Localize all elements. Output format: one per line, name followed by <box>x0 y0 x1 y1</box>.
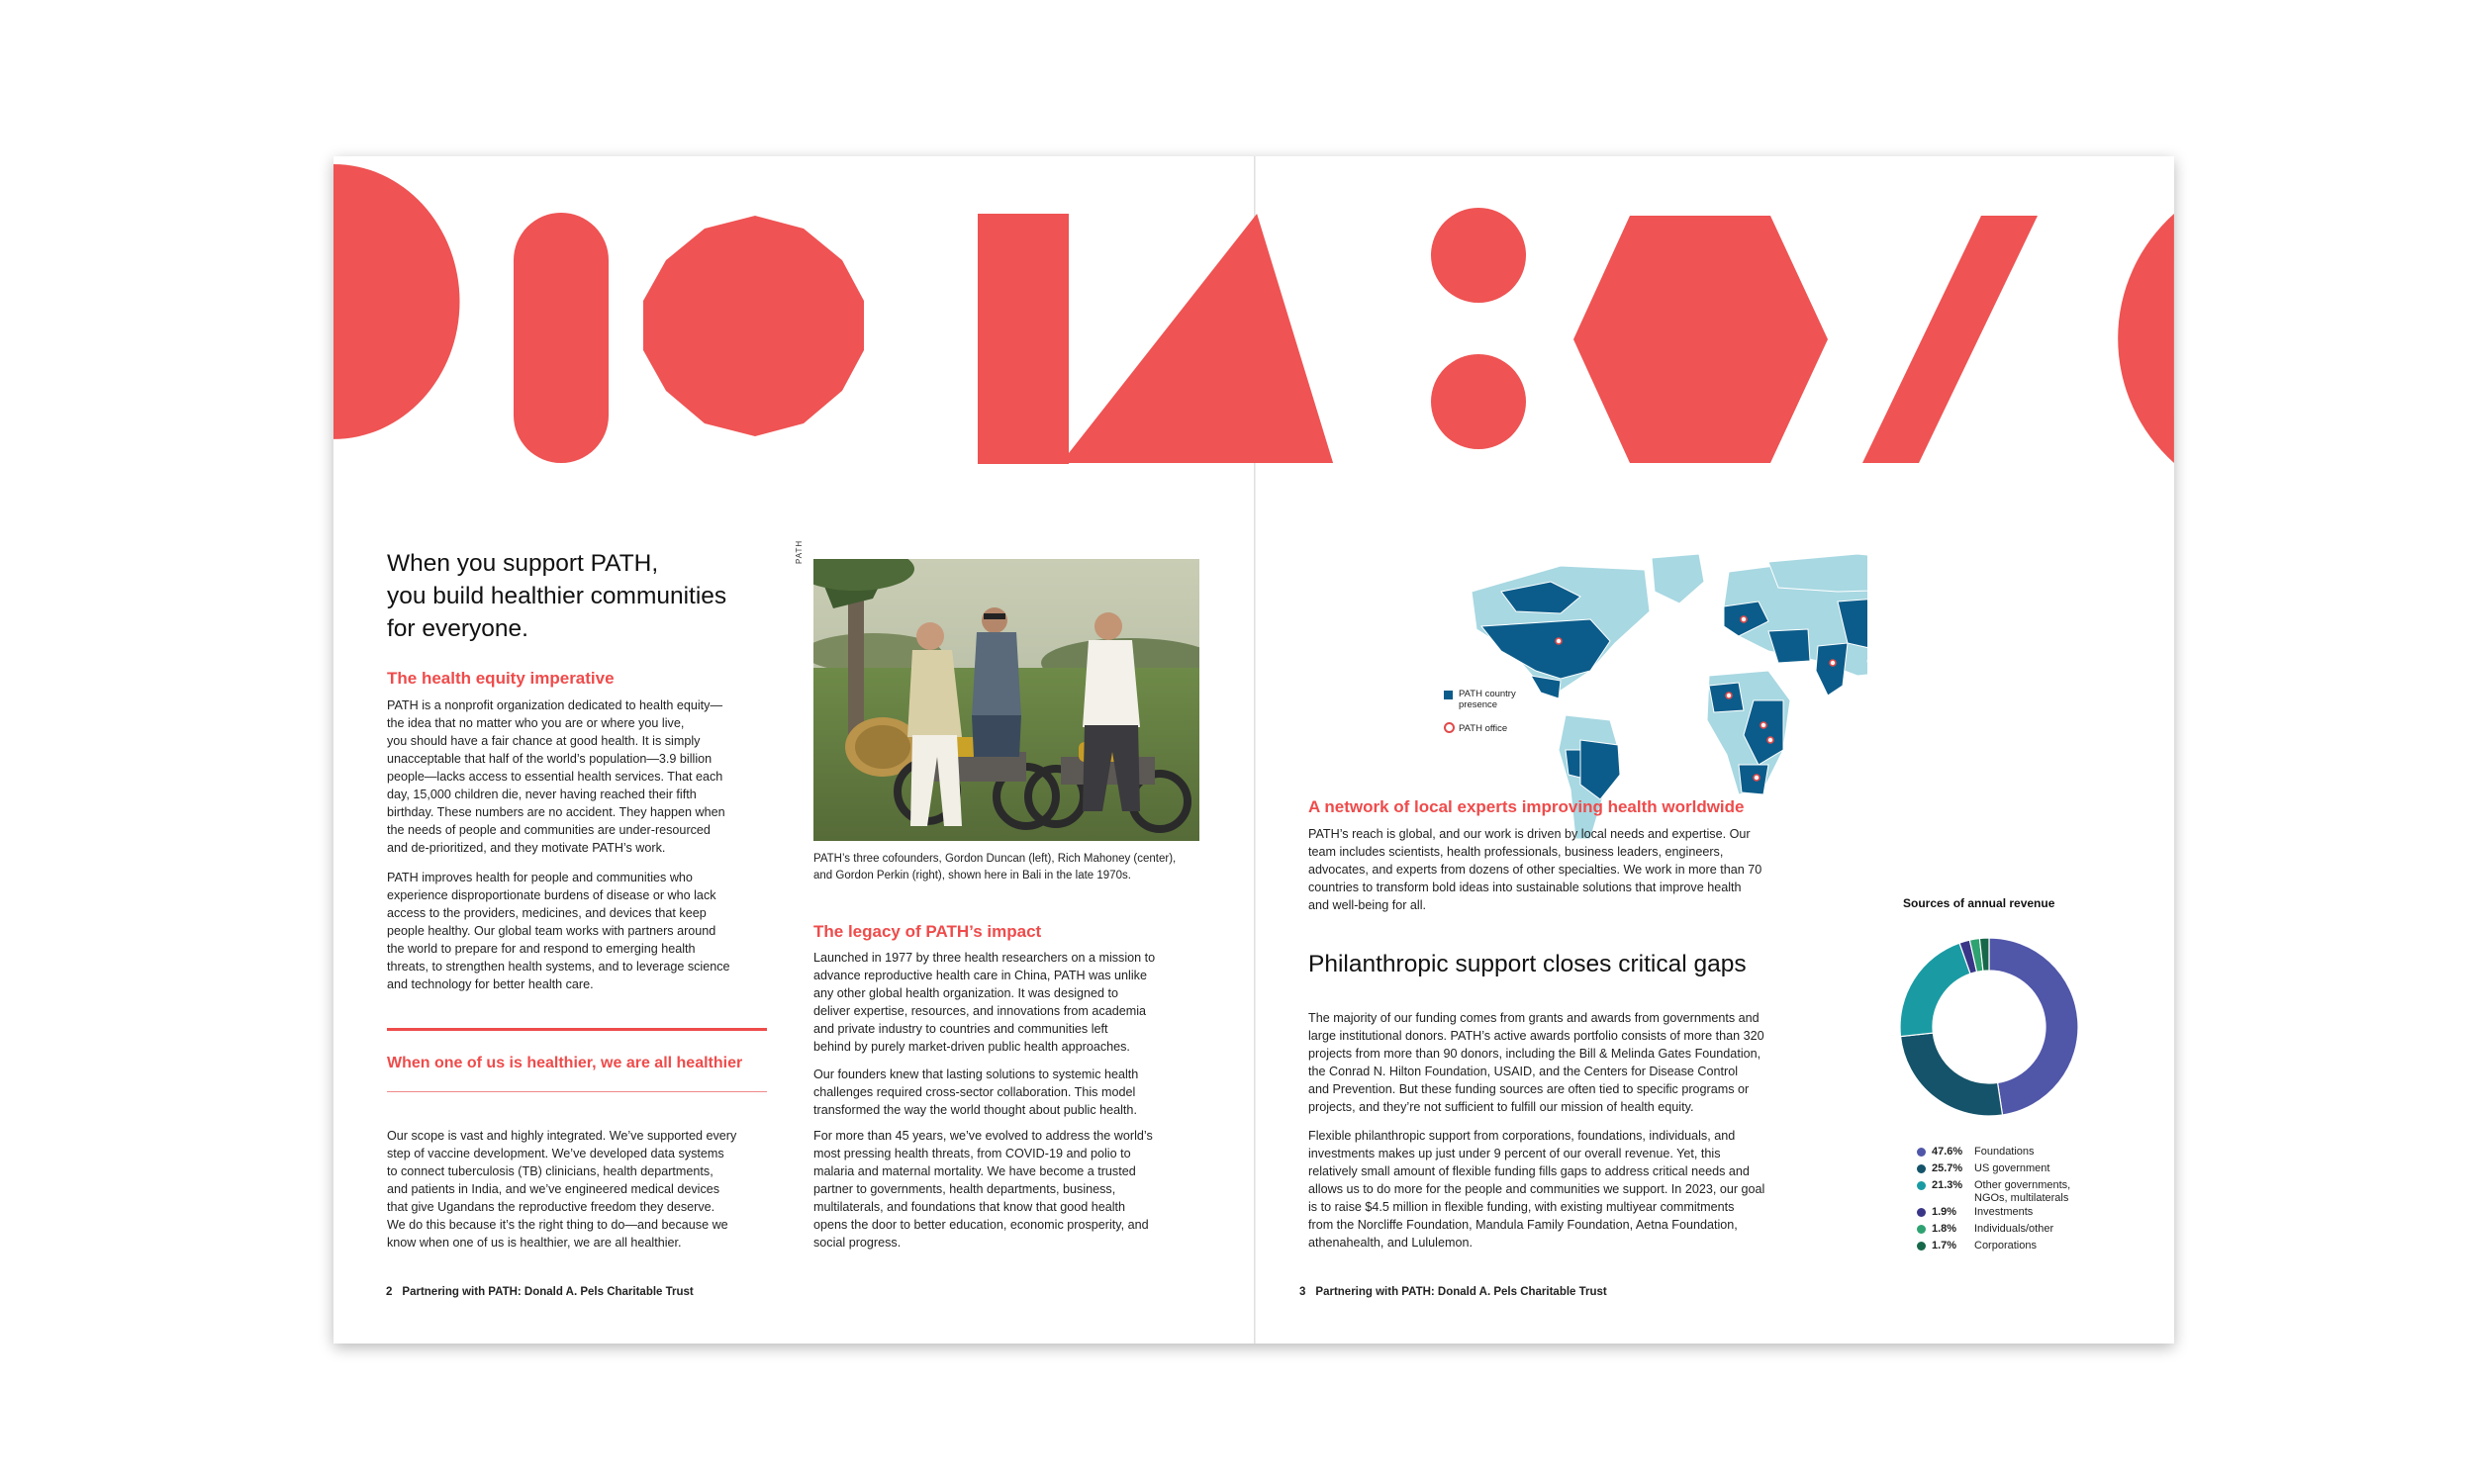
map-office-marker <box>1754 775 1760 781</box>
health-equity-paragraph-2: PATH improves health for people and communities who experience disproportionate burdens of disease or who lack access to the providers, medicines, and devices that keep people healthy. Our global team works with partners around the world to prepare for and respond to emerging health threats, to strengthen health systems, and to leverage science and technology for better health care. <box>387 871 730 991</box>
map-legend-office-marker <box>1444 722 1455 733</box>
map-office-marker <box>1726 693 1732 698</box>
legend-percent: 1.7% <box>1932 1240 1957 1252</box>
page-number: 2 <box>386 1286 393 1298</box>
donut-slice-other-governments-ngos-multilaterals <box>1900 943 1970 1036</box>
footer-title: Partnering with PATH: Donald A. Pels Charitable Trust <box>402 1286 694 1298</box>
map-legend-presence-label: PATH country presence <box>1459 689 1516 710</box>
network-paragraph: PATH’s reach is global, and our work is driven by local needs and expertise. Our team includes scientists, health professionals, business leaders, engineers, advocates, and experts from dozens of other specialties. We work in more than 70 countries to transform bold ideas into sustainable solutions that improve health and well-being for all. <box>1308 827 1762 912</box>
map-russia <box>1768 554 1867 592</box>
legend-percent: 47.6% <box>1932 1146 1963 1158</box>
map-office-marker <box>1760 722 1766 728</box>
pull-quote-bottom-rule <box>387 1091 767 1092</box>
map-legend-office-label: PATH office <box>1459 723 1508 734</box>
left-page-footer <box>386 1286 694 1298</box>
map-india <box>1816 643 1848 696</box>
revenue-donut-chart <box>1895 933 2083 1121</box>
right-page-footer <box>1299 1286 1607 1298</box>
map-office-marker <box>1767 737 1773 743</box>
philanthropy-paragraph-2: Flexible philanthropic support from corporations, foundations, individuals, and investments makes up just under 9 percent of our overall revenue. Yet, this relatively small amount of flexible funding fills gaps to address critical needs and allows us to do more for the people and communities we support. In 2023, our goal is to raise $4.5 million in flexible funding, with existing multiyear commitments from the Norcliffe Foundation, Mandula Family Foundation, Aetna Foundation, athenahealth, and Lululemon. <box>1308 1129 1765 1250</box>
map-middle-east <box>1768 629 1810 663</box>
legend-swatch <box>1917 1181 1926 1190</box>
cofounders-photo <box>813 559 1199 841</box>
health-equity-paragraph-1: PATH is a nonprofit organization dedicated to health equity— the idea that no matter who you are or where you live, you should have a fair chance at good health. It is simply unacceptable that half of the world’s population—3.9 billion people—lacks access to essential health services. That each day, 15,000 children die, never having reached their fifth birthday. These numbers are no accident. They happen when the needs of people and communities are under-resourced and de-prioritized, and they motivate PATH’s work. <box>387 698 725 855</box>
legend-percent: 25.7% <box>1932 1162 1963 1174</box>
legend-label: Foundations <box>1974 1146 2035 1158</box>
legend-label: Other governments, NGOs, multilaterals <box>1974 1179 2071 1204</box>
legacy-paragraph-1: Launched in 1977 by three health researchers on a mission to advance reproductive health care in China, PATH was unlike any other global health organization. It was designed to deliver expertise, resources, and innovations from academia and private industry to countries and communities left behind by purely market-driven public health approaches. <box>813 951 1156 1054</box>
map-office-marker <box>1556 638 1562 644</box>
map-office-marker <box>1741 616 1747 622</box>
legend-percent: 1.9% <box>1932 1206 1957 1218</box>
half-circle-shape <box>333 164 460 439</box>
pull-quote-top-rule <box>387 1028 767 1031</box>
page-number: 3 <box>1299 1286 1306 1298</box>
legacy-paragraph-3: For more than 45 years, we’ve evolved to address the world’s most pressing health threats, from COVID-19 and polio to malaria and maternal mortality. We have become a trusted partner to governments, health departments, business, multilaterals, and foundations that know that good health opens the door to better education, economic prosperity, and social progress. <box>813 1129 1153 1250</box>
legacy-paragraph-2: Our founders knew that lasting solutions to systemic health challenges required cross-sector collaboration. This model transformed the way the world thought about public health. <box>813 1067 1139 1117</box>
health-equity-heading: The health equity imperative <box>387 669 615 688</box>
donut-slice-foundations <box>1989 938 2078 1115</box>
legend-swatch <box>1917 1225 1926 1234</box>
map-usa <box>1481 619 1610 679</box>
legend-label: Individuals/other <box>1974 1223 2054 1235</box>
colon-bottom-dot <box>1431 354 1526 449</box>
legacy-heading: The legacy of PATH’s impact <box>813 922 1042 941</box>
geometric-shapes-banner <box>333 156 2174 473</box>
slash-shape <box>1862 216 2038 463</box>
revenue-chart-title: Sources of annual revenue <box>1903 896 2055 910</box>
photo-caption: PATH’s three cofounders, Gordon Duncan (left), Rich Mahoney (center), and Gordon Perkin (right), shown here in Bali in the late 1970s. <box>813 853 1177 881</box>
headline-line: for everyone. <box>387 615 528 642</box>
legend-label: Investments <box>1974 1206 2034 1218</box>
philanthropy-paragraph-1: The majority of our funding comes from grants and awards from governments and large institutional donors. PATH’s active awards portfolio consists of more than 320 projects from more than 90 donors, including the Bill & Melinda Gates Foundation, the Conrad N. Hilton Foundation, USAID, and the Centers for Disease Control and Prevention. But these funding sources are often tied to specific programs or projects, and they’re not sufficient to fulfill our mission of health equity. <box>1308 1011 1764 1114</box>
triangle-shape <box>1061 214 1333 463</box>
pull-quote: When one of us is healthier, we are all healthier <box>387 1055 743 1071</box>
page-headline <box>387 547 726 645</box>
scope-paragraph: Our scope is vast and highly integrated. We’ve supported every step of vaccine development. We’ve developed data systems to connect tuberculosis (TB) clinicians, health departments, and patients in India, and we’ve engineered medical devices that give Ugandans the reproductive freedom they deserve. We do this because it’s the right thing to do—and because we know when one of us is healthier, we are all healthier. <box>387 1129 737 1250</box>
map-office-marker <box>1830 660 1836 666</box>
footer-title: Partnering with PATH: Donald A. Pels Charitable Trust <box>1315 1286 1607 1298</box>
network-heading: A network of local experts improving health worldwide <box>1308 797 1745 816</box>
donut-slice-us-government <box>1901 1033 2003 1116</box>
philanthropy-heading: Philanthropic support closes critical gaps <box>1308 951 1747 977</box>
photo-credit: PATH <box>795 539 804 564</box>
hexagon-shape <box>1573 216 1828 463</box>
decagon-shape <box>643 216 864 436</box>
headline-line: you build healthier communities <box>387 583 727 609</box>
legend-swatch <box>1917 1242 1926 1251</box>
headline-line: When you support PATH, <box>387 550 659 577</box>
map-legend-presence-swatch <box>1444 691 1453 699</box>
legend-label: Corporations <box>1974 1240 2037 1252</box>
pill-shape <box>514 213 609 463</box>
legend-percent: 21.3% <box>1932 1179 1963 1191</box>
map-greenland <box>1652 554 1704 603</box>
brochure-spread <box>333 156 2174 1344</box>
legend-swatch <box>1917 1164 1926 1173</box>
quarter-circle-shape <box>2118 214 2174 463</box>
legend-swatch <box>1917 1148 1926 1157</box>
legend-swatch <box>1917 1208 1926 1217</box>
legend-label: US government <box>1974 1162 2050 1174</box>
colon-top-dot <box>1431 208 1526 303</box>
legend-percent: 1.8% <box>1932 1223 1957 1235</box>
vertical-bar-shape <box>978 214 1069 464</box>
